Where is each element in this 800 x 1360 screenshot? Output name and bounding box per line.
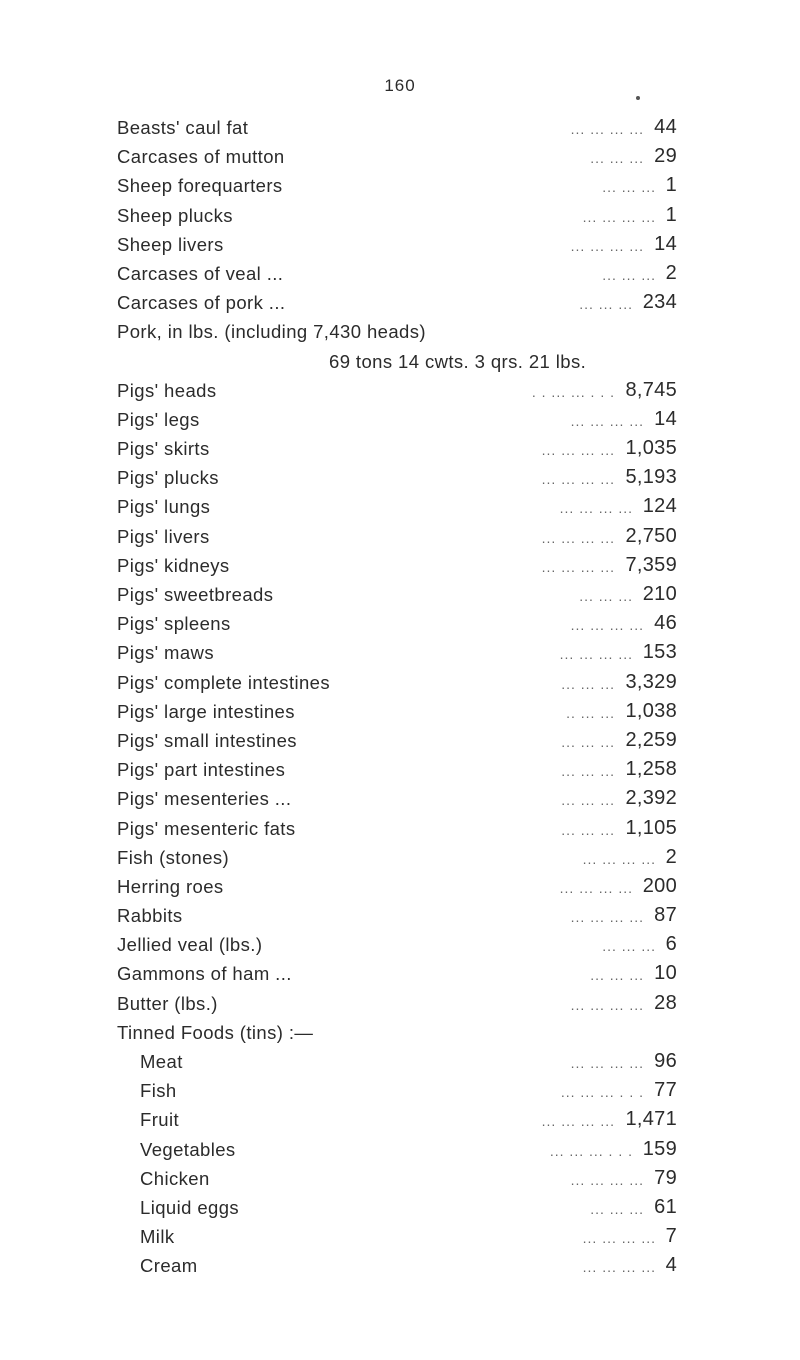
list-item (117, 492, 677, 521)
list-item (117, 697, 677, 726)
dot-leader: ... ... ... . . . (549, 1142, 633, 1159)
item-value: 1,471 (625, 1108, 677, 1131)
item-value: 14 (654, 407, 677, 430)
item-label: Fruit (140, 1109, 179, 1131)
dot-leader: ... ... ... (579, 296, 633, 313)
item-label: Pigs' heads (117, 379, 217, 401)
item-label: Carcases of pork ... (117, 292, 286, 314)
item-value: 61 (654, 1195, 677, 1218)
item-value: 3,329 (625, 670, 677, 693)
item-label: Liquid eggs (140, 1196, 240, 1218)
dot-leader: ... ... ... (561, 763, 615, 780)
list-item (117, 405, 677, 434)
item-label: Meat (140, 1051, 183, 1072)
item-value: 44 (654, 116, 677, 138)
item-label: Fish (stones) (117, 846, 230, 868)
pork-heading: Pork, in lbs. (including 7,430 heads) (117, 321, 426, 343)
item-label: Pigs' small intestines (117, 729, 297, 751)
item-label: Pigs' maws (117, 642, 214, 664)
pork-weight: 69 tons 14 cwts. 3 qrs. 21 lbs. (329, 350, 587, 372)
list-item (117, 1193, 677, 1222)
item-value: 153 (642, 641, 677, 664)
item-label: Fish (140, 1080, 177, 1102)
dot-leader: ... ... ... ... (570, 237, 644, 254)
item-label: Sheep forequarters (117, 175, 283, 197)
item-value: 6 (665, 933, 677, 956)
item-value: 14 (654, 232, 677, 255)
item-value: 2,392 (625, 787, 677, 810)
item-value: 159 (642, 1137, 677, 1160)
item-label: Pigs' complete intestines (117, 671, 331, 693)
tinned-heading: Tinned Foods (tins) :— (117, 1021, 314, 1043)
item-value: 10 (654, 962, 677, 985)
pork-heading-row (117, 317, 677, 346)
dot-leader: ... ... ... (561, 821, 615, 838)
list-item (117, 1105, 677, 1134)
item-label: Pigs' spleens (117, 613, 231, 635)
list-item (117, 1251, 677, 1280)
item-label: Pigs' skirts (117, 438, 210, 460)
dot-leader: ... ... ... ... (582, 208, 656, 225)
item-value: 29 (654, 145, 677, 168)
item-value: 46 (654, 612, 677, 635)
dot-leader: ... ... ... ... (570, 1171, 644, 1188)
item-value: 1 (665, 203, 677, 226)
dot-leader: ... ... ... ... (541, 529, 615, 546)
tinned-heading-row (117, 1018, 677, 1047)
list-item (117, 580, 677, 609)
item-label: Chicken (140, 1167, 210, 1189)
item-label: Pigs' part intestines (117, 759, 286, 781)
page-number: 160 (384, 76, 416, 95)
item-label: Butter (lbs.) (117, 992, 218, 1014)
item-label: Milk (140, 1226, 175, 1248)
dot-leader: ... ... ... ... (541, 558, 615, 575)
list-item (117, 259, 677, 288)
item-value: 5,193 (625, 466, 677, 489)
list-item (117, 113, 677, 142)
item-value: 1,035 (625, 437, 677, 460)
dot-leader: ... ... ... ... (582, 850, 656, 867)
list-item (117, 755, 677, 784)
item-value: 124 (642, 495, 677, 518)
list-item (117, 551, 677, 580)
item-value: 4 (665, 1254, 677, 1277)
item-label: Cream (140, 1255, 198, 1277)
dot-leader: ... ... ... ... (582, 1230, 656, 1247)
item-label: Pigs' mesenteries ... (117, 788, 292, 810)
dot-leader: ... ... ... (590, 1200, 644, 1217)
dot-leader: ... ... ... (561, 675, 615, 692)
dot-leader: ... ... ... ... (559, 646, 633, 663)
item-label: Sheep livers (117, 233, 224, 255)
list-item (117, 814, 677, 843)
item-label: Pigs' lungs (117, 496, 211, 518)
dot-leader: ... ... ... (561, 733, 615, 750)
dot-leader: ... ... ... ... (559, 500, 633, 517)
item-value: 7 (665, 1225, 677, 1248)
list-item (117, 142, 677, 171)
item-label: Pigs' livers (117, 525, 210, 547)
list-item (117, 1135, 677, 1164)
dot-leader: ... ... ... ... (541, 471, 615, 488)
list-item (117, 843, 677, 872)
item-value: 2 (665, 845, 677, 868)
item-label: Gammons of ham ... (117, 963, 292, 985)
dot-leader: ... ... ... (590, 150, 644, 167)
item-value: 77 (654, 1079, 677, 1102)
item-label: Sheep plucks (117, 204, 233, 226)
dot-leader: ... ... ... (561, 792, 615, 809)
item-value: 200 (642, 874, 677, 897)
dot-leader: ... ... ... ... (541, 1113, 615, 1130)
list-item (117, 1047, 677, 1076)
list-item (117, 1222, 677, 1251)
list-item (117, 638, 677, 667)
item-value: 210 (642, 583, 677, 605)
item-label: Carcases of mutton (117, 146, 285, 168)
list-item (117, 726, 677, 755)
item-label: Jellied veal (lbs.) (117, 934, 263, 956)
dot-leader: ... ... ... ... (582, 1259, 656, 1276)
list-item (117, 872, 677, 901)
list-item (117, 434, 677, 463)
list-item (117, 784, 677, 813)
dot-leader: . . ... ... . . . (531, 383, 615, 400)
item-value: 1,105 (625, 816, 677, 839)
list-item (117, 609, 677, 638)
item-label: Carcases of veal ... (117, 262, 284, 284)
item-value: 1 (665, 174, 677, 197)
item-value: 87 (654, 904, 677, 927)
item-value: 8,745 (625, 378, 677, 401)
dot-leader: ... ... ... ... (570, 121, 644, 137)
item-label: Rabbits (117, 905, 183, 927)
item-value: 2,259 (625, 728, 677, 751)
dot-leader: ... ... ... (602, 266, 656, 283)
list-item (117, 989, 677, 1018)
item-label: Pigs' plucks (117, 467, 219, 489)
item-value: 7,359 (625, 553, 677, 576)
item-label: Pigs' sweetbreads (117, 584, 274, 605)
item-label: Pigs' kidneys (117, 554, 230, 576)
dot-leader: .. ... ... (566, 704, 615, 721)
inspection-list (117, 113, 677, 1281)
list-item (117, 901, 677, 930)
item-label: Beasts' caul fat (117, 117, 249, 138)
item-value: 79 (654, 1166, 677, 1189)
list-item (117, 463, 677, 492)
list-item (117, 522, 677, 551)
item-label: Pigs' mesenteric fats (117, 817, 296, 839)
dot-leader: ... ... ... (602, 179, 656, 196)
list-item (117, 171, 677, 200)
dot-leader: ... ... ... ... (541, 442, 615, 459)
item-value: 1,038 (625, 699, 677, 722)
list-item (117, 959, 677, 988)
item-value: 96 (654, 1050, 677, 1072)
dot-leader: ... ... ... . . . (560, 1084, 644, 1101)
item-value: 2,750 (625, 524, 677, 547)
dot-leader: ... ... ... ... (570, 617, 644, 634)
list-item (117, 230, 677, 259)
dot-leader: ... ... ... ... (559, 879, 633, 896)
dot-leader: ... ... ... (590, 967, 644, 984)
list-item (117, 668, 677, 697)
item-label: Pigs' legs (117, 408, 200, 430)
list-item (117, 376, 677, 405)
list-item (117, 930, 677, 959)
dot-leader: ... ... ... ... (570, 909, 644, 926)
dot-leader: ... ... ... ... (570, 996, 644, 1013)
item-label: Herring roes (117, 875, 224, 897)
item-value: 2 (665, 261, 677, 284)
dot-leader: ... ... ... ... (570, 412, 644, 429)
dot-leader: ... ... ... (602, 938, 656, 955)
item-value: 28 (654, 991, 677, 1014)
item-label: Pigs' large intestines (117, 700, 295, 722)
stray-dot-mark (636, 96, 640, 100)
pork-weight-row (117, 347, 677, 376)
dot-leader: ... ... ... ... (570, 1055, 644, 1071)
list-item (117, 288, 677, 317)
list-item (117, 201, 677, 230)
item-value: 1,258 (625, 758, 677, 781)
item-value: 234 (642, 291, 677, 314)
dot-leader: ... ... ... (579, 588, 633, 604)
item-label: Vegetables (140, 1138, 236, 1160)
list-item (117, 1076, 677, 1105)
list-item (117, 1164, 677, 1193)
